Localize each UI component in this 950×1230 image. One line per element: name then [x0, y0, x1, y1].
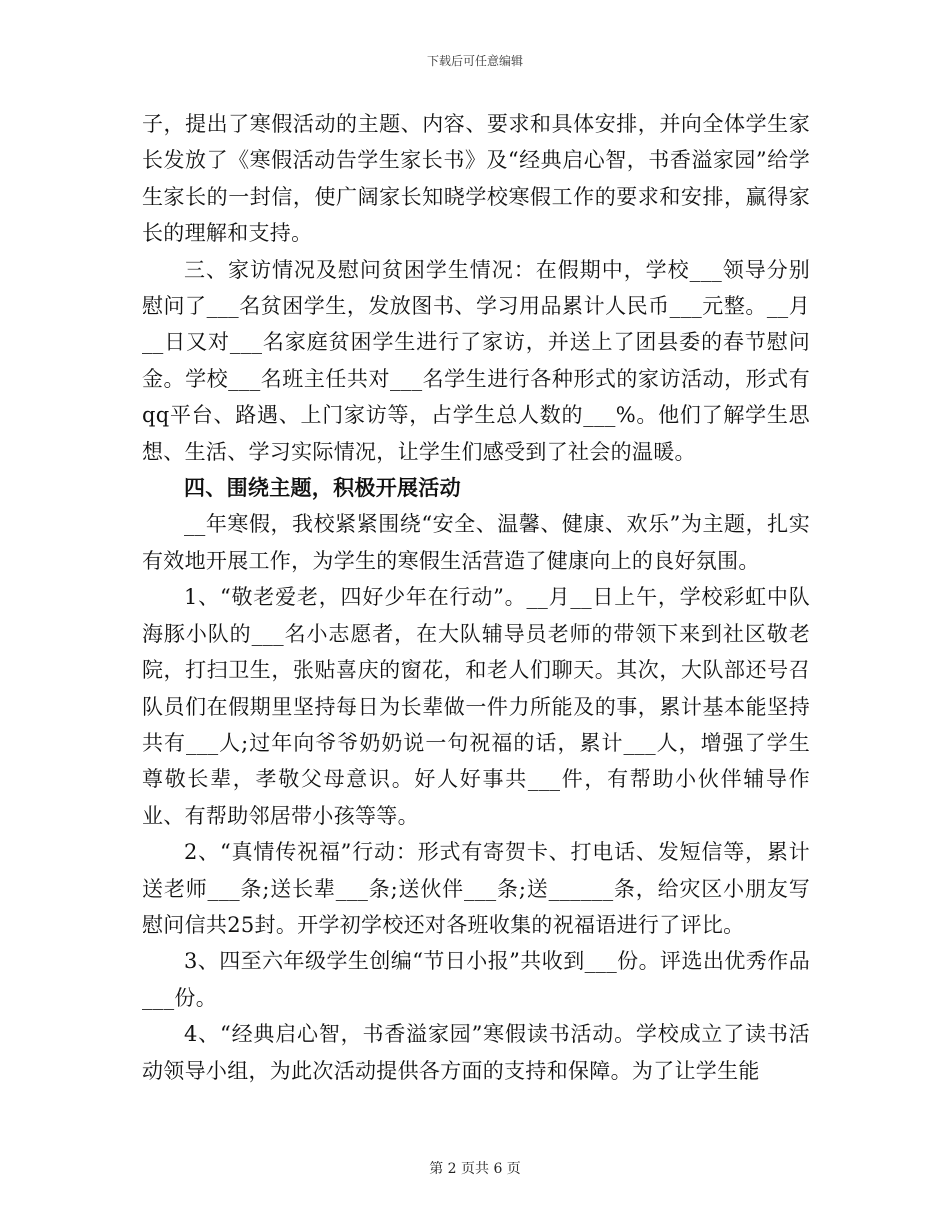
paragraph-holiday-newspaper: 3、四至六年级学生创编“节日小报”共收到___份。评选出优秀作品___份。 — [142, 949, 810, 1010]
paragraph-home-letter: 子，提出了寒假活动的主题、内容、要求和具体安排，并向全体学生家长发放了《寒假活动告学生家长书》及“经典启心智，书香溢家园”给学生家长的一封信，使广阔家长知晓学校寒假工作的要求和安排，赢得家长的理解和支持。 — [142, 112, 810, 246]
section-heading-activities: 四、围绕主题，积极开展活动 — [184, 475, 461, 501]
paragraph-winter-theme: __年寒假，我校紧紧围绕“安全、温馨、健康、欢乐”为主题，扎实有效地开展工作，为学生的寒假生活营造了健康向上的良好氛围。 — [142, 512, 810, 573]
paragraph-blessings: 2、“真情传祝福”行动：形式有寄贺卡、打电话、发短信等，累计送老师___条;送长辈___条;送伙伴___条;送______条，给灾区小朋友写慰问信共25封。开学初学校还对各班收集的祝福语进行了评比。 — [142, 840, 810, 937]
page-header-note: 下载后可任意编辑 — [426, 54, 523, 68]
document-body — [142, 106, 810, 1089]
page-number-footer: 第 2 页共 6 页 — [429, 1161, 521, 1177]
paragraph-home-visits: 三、家访情况及慰问贫困学生情况：在假期中，学校___领导分别慰问了___名贫困学生，发放图书、学习用品累计人民币___元整。__月__日又对___名家庭贫困学生进行了家访，并送上了团县委的春节慰问金。学校___名班主任共对___名学生进行各种形式的家访活动，形式有qq平台、路遇、上门家访等，占学生总人数的___%。他们了解学生思想、生活、学习实际情况，让学生们感受到了社会的温暖。 — [142, 257, 810, 464]
paragraph-reading-activity: 4、“经典启心智，书香溢家园”寒假读书活动。学校成立了读书活动领导小组，为此次活动提供各方面的支持和保障。为了让学生能 — [142, 1022, 810, 1083]
paragraph-respect-elders: 1、“敬老爱老，四好少年在行动”。__月__日上午，学校彩虹中队海豚小队的___名小志愿者，在大队辅导员老师的带领下来到社区敬老院，打扫卫生，张贴喜庆的窗花，和老人们聊天。其次，大队部还号召队员们在假期里坚持每日为长辈做一件力所能及的事，累计基本能坚持共有___人;过年向爷爷奶奶说一句祝福的话，累计___人，增强了学生尊敬长辈，孝敬父母意识。好人好事共___件，有帮助小伙伴辅导作业、有帮助邻居带小孩等等。 — [142, 585, 810, 828]
